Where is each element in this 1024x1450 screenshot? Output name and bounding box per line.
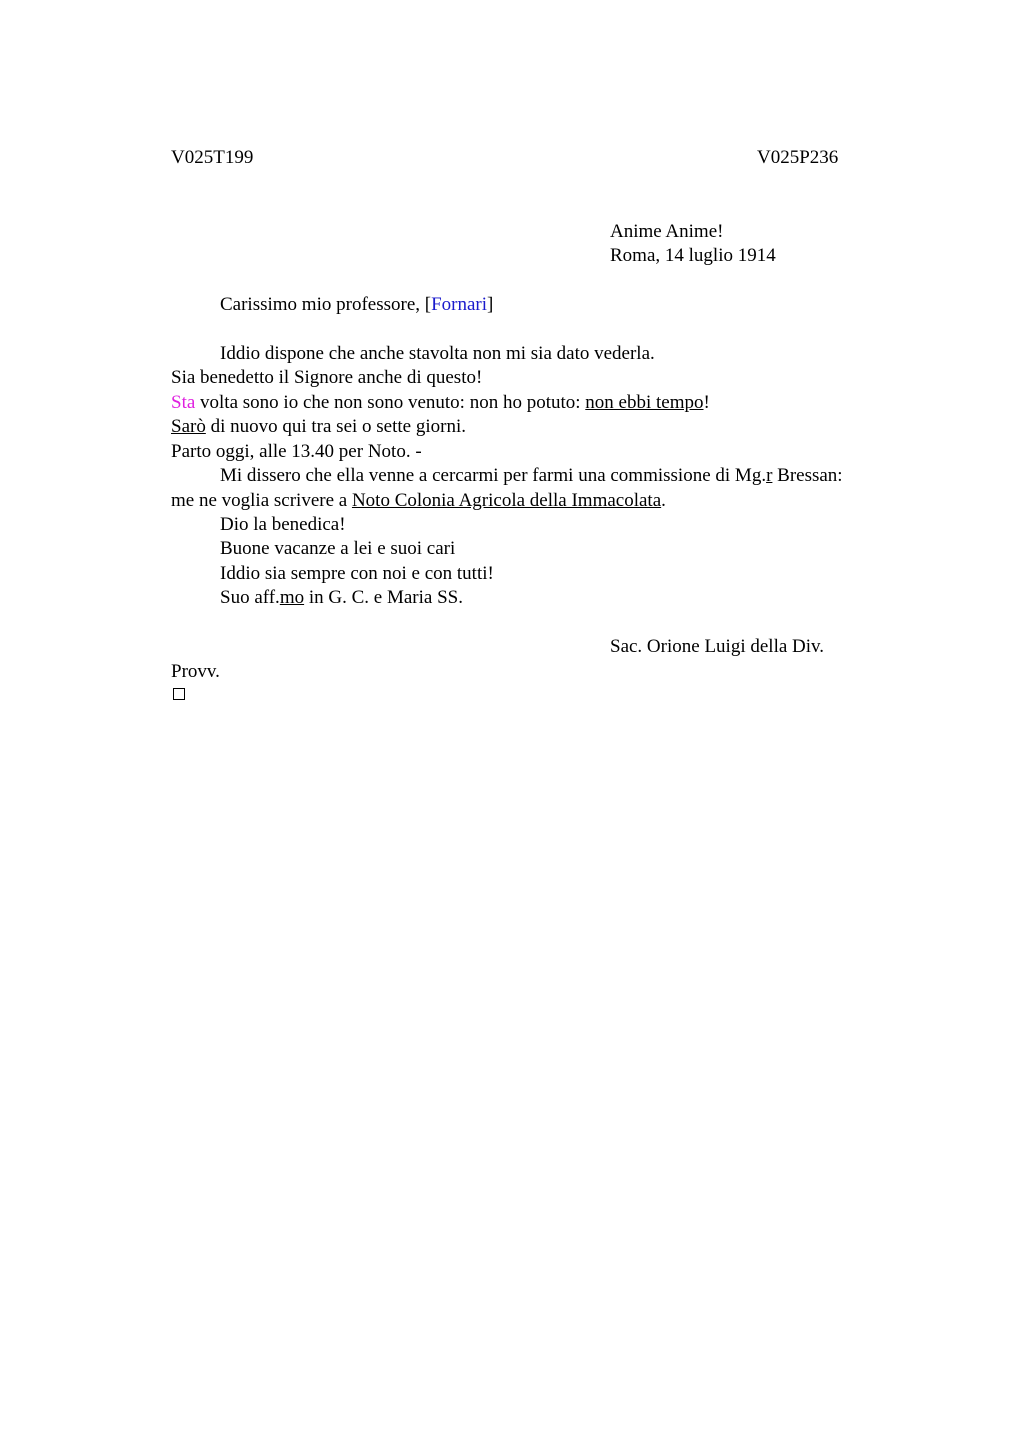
underlined-letter: r [766, 465, 773, 486]
signature-line-1: Sac. Orione Luigi della Div. [610, 636, 825, 657]
document-code-right: V025P236 [757, 147, 839, 168]
body-line-3-mid: volta sono io che non sono venuto: non ho potuto: [195, 392, 586, 413]
body-line-3 [171, 391, 710, 415]
body-line-7-end: . [661, 490, 666, 511]
place-date: Roma, 14 luglio 1914 [610, 245, 776, 266]
highlighted-word: Sta [171, 392, 196, 413]
body-line-4 [171, 415, 466, 439]
body-line-5: Parto oggi, alle 13.40 per Noto. - [171, 441, 422, 462]
empty-square-icon [173, 688, 185, 700]
address-underlined: Noto Colonia Agricola della Immacolata [351, 490, 662, 511]
recipient-name: Fornari [431, 294, 488, 315]
body-line-11-start: Suo aff. [220, 587, 280, 608]
body-line-6 [220, 464, 843, 488]
bracket-open: [ [424, 294, 432, 315]
body-line-3-end: ! [703, 392, 710, 413]
underlined-abbrev: mo [279, 587, 305, 608]
body-line-6-start: Mi dissero che ella venne a cercarmi per farmi una commissione di Mg. [220, 465, 767, 486]
body-line-1: Iddio dispone che anche stavolta non mi sia dato vederla. [220, 343, 655, 364]
body-line-9: Buone vacanze a lei e suoi cari [220, 538, 456, 559]
underlined-word: Sarò [171, 416, 206, 437]
body-line-7 [171, 489, 666, 513]
underlined-phrase: non ebbi tempo [585, 392, 704, 413]
body-line-7-start: me ne voglia scrivere a [171, 490, 352, 511]
document-code-left: V025T199 [171, 147, 254, 168]
body-line-4-rest: di nuovo qui tra sei o sette giorni. [205, 416, 466, 437]
motto: Anime Anime! [610, 221, 724, 242]
body-line-10: Iddio sia sempre con noi e con tutti! [220, 563, 494, 584]
signature-line-2: Provv. [171, 661, 220, 682]
body-line-11 [220, 586, 463, 610]
body-line-8: Dio la benedica! [220, 514, 346, 535]
salutation-text: Carissimo mio professore, [220, 294, 425, 315]
body-line-6-end: Bressan: [772, 465, 843, 486]
body-line-2: Sia benedetto il Signore anche di questo! [171, 367, 483, 388]
salutation [220, 293, 493, 317]
body-line-11-end: in G. C. e Maria SS. [304, 587, 463, 608]
bracket-close: ] [487, 294, 494, 315]
